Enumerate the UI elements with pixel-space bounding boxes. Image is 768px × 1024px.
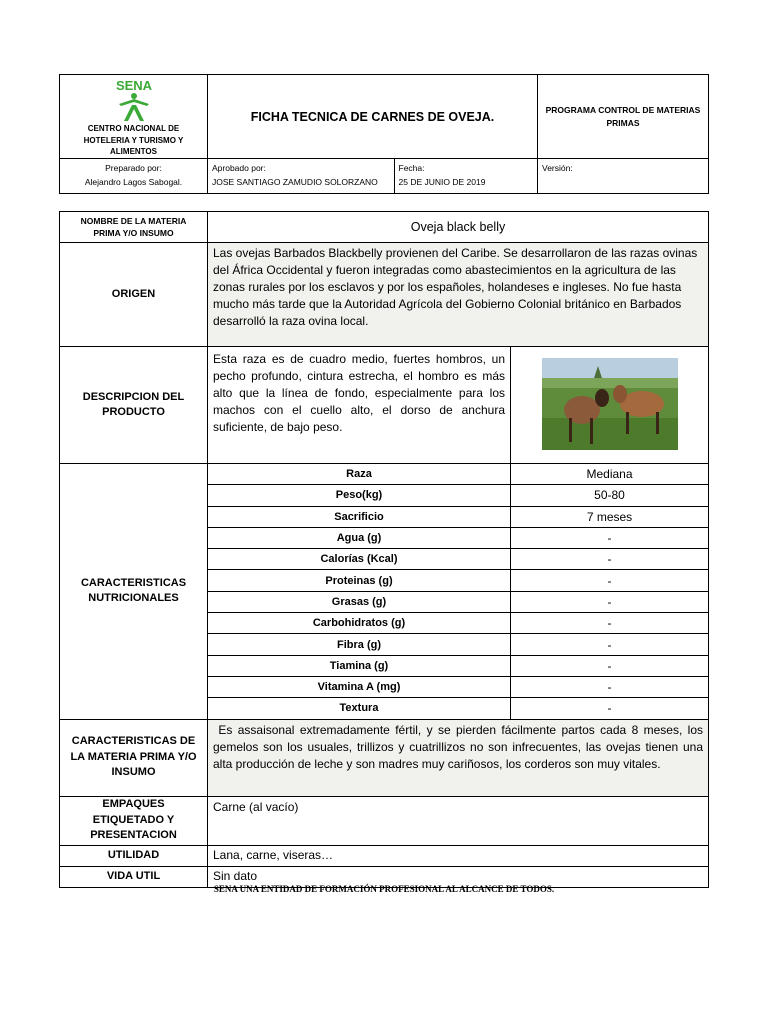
nutrition-row-value: - [511, 613, 709, 634]
nutrition-row-label: Textura [208, 698, 511, 719]
footer-slogan: SENA UNA ENTIDAD DE FORMACIÓN PROFESIONAL AL ALCANCE DE TODOS. [213, 884, 555, 894]
nutrition-row-value: - [511, 591, 709, 612]
packaging-value: Carne (al vacío) [208, 796, 709, 845]
prepared-label: Preparado por: [105, 163, 162, 173]
nutrition-row-label: Vitamina A (mg) [208, 676, 511, 697]
description-text: Esta raza es de cuadro medio, fuertes hombros, un pecho profundo, cintura estrecha, el hombro es más alto que la línea de fondo, especialmente para los machos con el cuello alto, el dorso de anchura suficiente, de bajo peso. [208, 347, 511, 464]
packaging-label: EMPAQUES ETIQUETADO Y PRESENTACION [60, 796, 208, 845]
nutrition-row-label: Carbohidratos (g) [208, 613, 511, 634]
nutrition-row-label: Raza [208, 464, 511, 485]
origin-label: ORIGEN [60, 243, 208, 347]
spec-table [59, 211, 709, 888]
nutrition-row-value: - [511, 570, 709, 591]
approved-date-cell [208, 159, 538, 194]
shelf-life-value: Sin dato [208, 866, 709, 887]
date-cell [394, 159, 537, 193]
utility-label: UTILIDAD [60, 845, 208, 866]
characteristics-label: CARACTERISTICAS DE LA MATERIA PRIMA Y/O INSUMO [60, 719, 208, 796]
version-cell [538, 159, 709, 194]
sheep-photo-cell [511, 347, 709, 464]
nutrition-row-label: Fibra (g) [208, 634, 511, 655]
nutrition-row-value: - [511, 655, 709, 676]
name-label: NOMBRE DE LA MATERIA PRIMA Y/O INSUMO [60, 212, 208, 243]
sena-logo [60, 77, 207, 125]
program-name: PROGRAMA CONTROL DE MATERIAS PRIMAS [538, 75, 709, 159]
shelf-life-label: VIDA UTIL [60, 866, 208, 887]
nutrition-row-label: Peso(kg) [208, 485, 511, 506]
nutrition-row-value: - [511, 676, 709, 697]
date-value: 25 DE JUNIO DE 2019 [398, 177, 486, 187]
nutrition-row-value: - [511, 527, 709, 548]
nutrition-row-label: Sacrificio [208, 506, 511, 527]
prepared-value: Alejandro Lagos Sabogal. [84, 177, 183, 187]
nutrition-row-value: - [511, 698, 709, 719]
document-title: FICHA TECNICA DE CARNES DE OVEJA. [208, 75, 538, 159]
nutrition-row-value: 50-80 [511, 485, 709, 506]
nutrition-row-label: Grasas (g) [208, 591, 511, 612]
origin-text: Las ovejas Barbados Blackbelly provienen del Caribe. Se desarrollaron de las razas ovinas del África Occidental y fueron integradas como abastecimientos en la agricultura de las zonas rurales por los esclavos y por los españoles, holandeses e ingleses. No fue hasta mucho más tarde que la Autoridad Agrícola del Gobierno Colonial británico en Barbados desarrolló la raza ovina local. [208, 243, 709, 347]
center-name: CENTRO NACIONAL DE HOTELERIA Y TURISMO Y ALIMENTOS [83, 124, 184, 156]
prepared-cell [60, 159, 208, 194]
nutrition-row-label: Tiamina (g) [208, 655, 511, 676]
nutrition-row-value: - [511, 634, 709, 655]
approved-label: Aprobado por: [212, 163, 266, 173]
nutrition-row-label: Proteinas (g) [208, 570, 511, 591]
approved-cell [208, 159, 394, 193]
nutrition-row-value: 7 meses [511, 506, 709, 527]
nutrition-label: CARACTERISTICAS NUTRICIONALES [60, 464, 208, 720]
header-table [59, 74, 709, 194]
date-label: Fecha: [398, 163, 425, 173]
nutrition-row-label: Agua (g) [208, 527, 511, 548]
nutrition-row-value: Mediana [511, 464, 709, 485]
version-label: Versión: [542, 163, 573, 173]
approved-value: JOSE SANTIAGO ZAMUDIO SOLORZANO [212, 177, 378, 187]
utility-value: Lana, carne, viseras… [208, 845, 709, 866]
name-value: Oveja black belly [208, 212, 709, 243]
nutrition-row-label: Calorías (Kcal) [208, 549, 511, 570]
logo-cell [60, 75, 208, 159]
nutrition-row-value: - [511, 549, 709, 570]
description-label: DESCRIPCION DEL PRODUCTO [60, 347, 208, 464]
logo-text: SENA [115, 78, 152, 93]
sheep-photo [542, 358, 678, 450]
characteristics-text: Es assaisonal extremadamente fértil, y se pierden fácilmente partos cada 8 meses, los gemelos son los usuales, trillizos y cuatrillizos no son infrecuentes, las ovejas tienen una alta producción de leche y son madres muy cariñosos, los corderos son muy vitales. [208, 719, 709, 796]
sena-logo-icon [110, 77, 158, 123]
